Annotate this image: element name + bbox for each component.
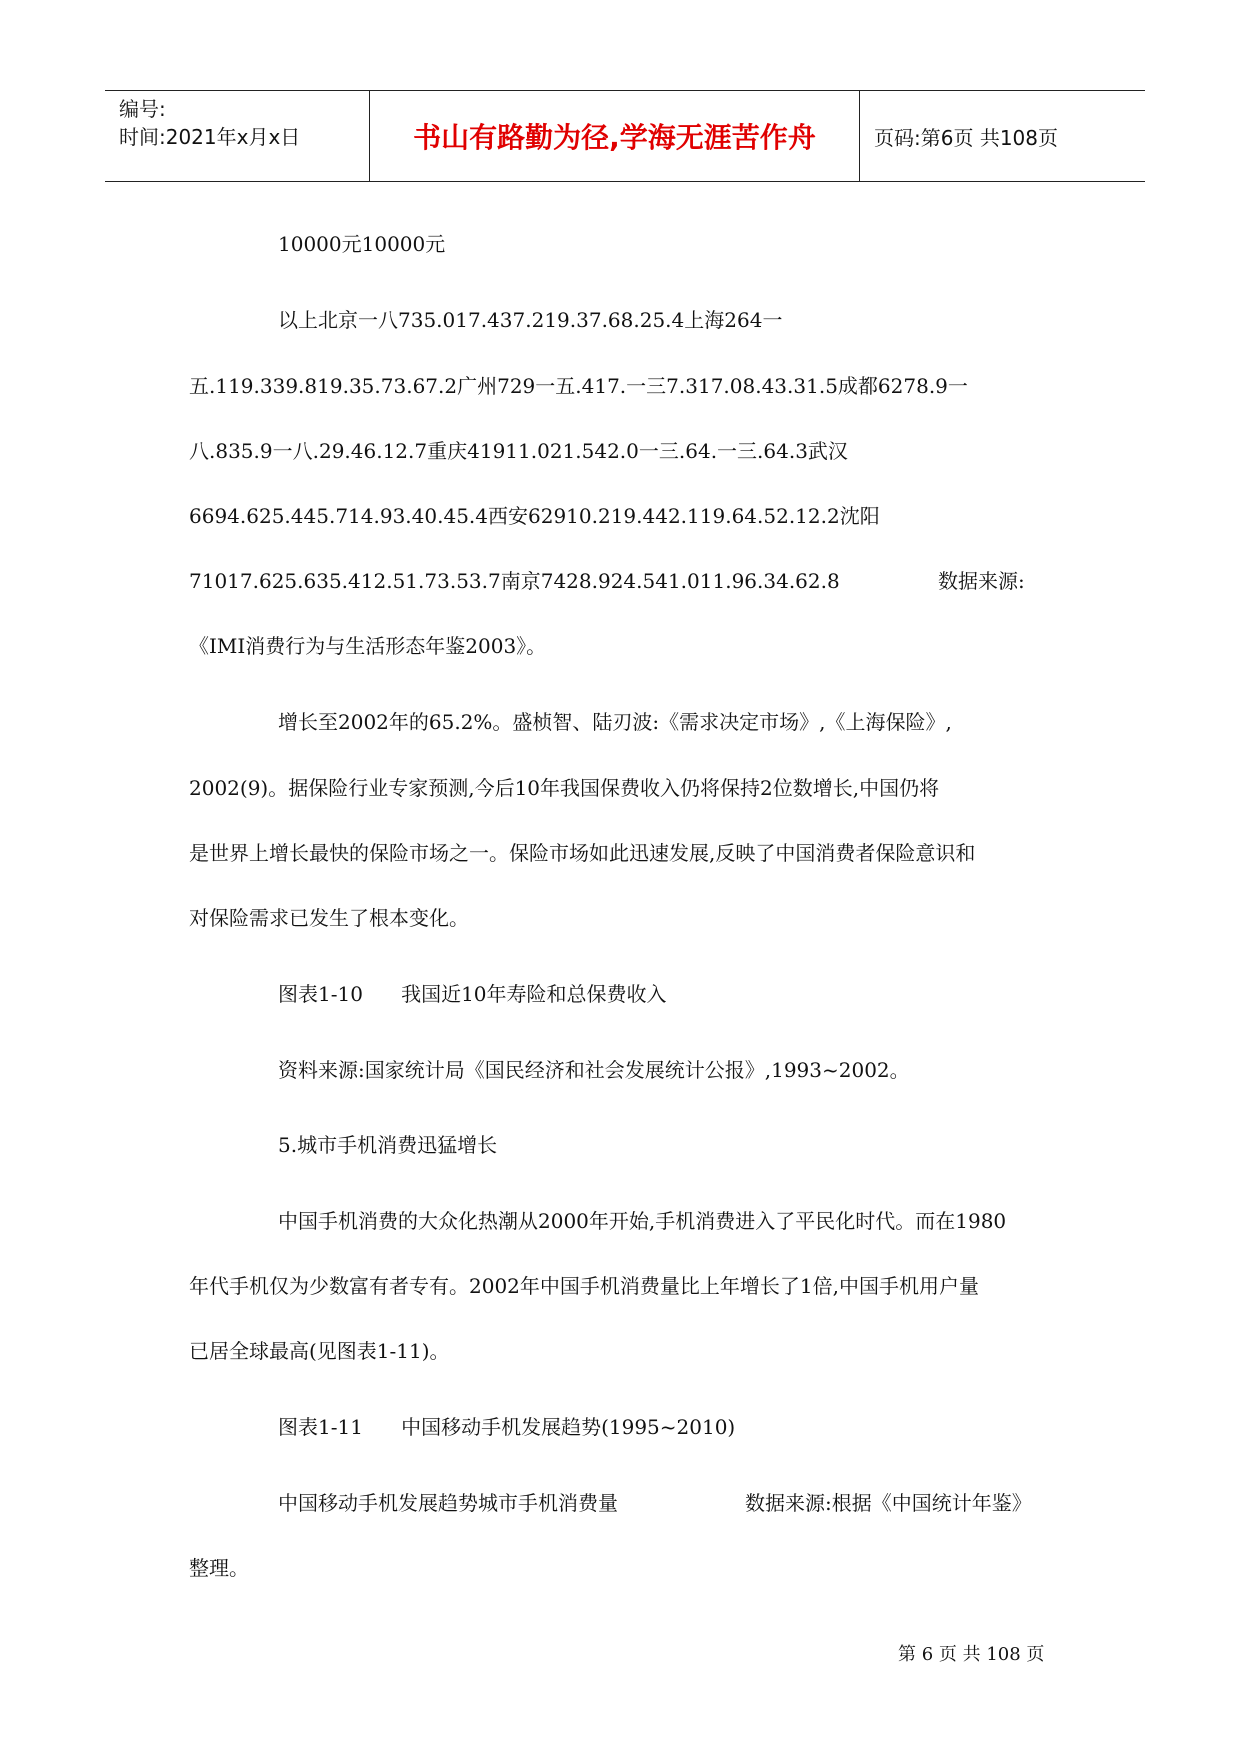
body-line: 中国手机消费的大众化热潮从2000年开始,手机消费进入了平民化时代。而在1980 (278, 1209, 1007, 1233)
body-line: 以上北京一八735.017.437.219.37.68.25.4上海264一 (278, 308, 783, 332)
body-line: 对保险需求已发生了根本变化。 (189, 906, 469, 930)
document-time-label: 时间:2021年x月x日 (119, 125, 301, 149)
header-left-cell (105, 91, 370, 181)
body-line: 《IMI消费行为与生活形态年鉴2003》。 (189, 634, 547, 658)
body-line: 71017.625.635.412.51.73.53.7南京7428.924.541.011.96.34.62.8 (189, 569, 840, 593)
body-line: 图表1-11 中国移动手机发展趋势(1995~2010) (278, 1415, 736, 1439)
body-line: 已居全球最高(见图表1-11)。 (189, 1339, 450, 1363)
body-line: 10000元10000元 (278, 232, 446, 256)
body-line: 中国移动手机发展趋势城市手机消费量 (278, 1491, 618, 1515)
body-line: 资料来源:国家统计局《国民经济和社会发展统计公报》,1993~2002。 (278, 1058, 910, 1082)
body-line: 数据来源:根据《中国统计年鉴》 (745, 1491, 1032, 1515)
body-line: 数据来源: (938, 569, 1025, 593)
body-line: 6694.625.445.714.93.40.45.4西安62910.219.442.119.64.52.12.2沈阳 (189, 504, 880, 528)
page-header (105, 90, 1145, 182)
header-page-info: 页码:第6页 共108页 (874, 125, 1058, 150)
body-line: 五.119.339.819.35.73.67.2广州729一五.417.一三7.317.08.43.31.5成都6278.9一 (189, 374, 968, 398)
header-slogan: 书山有路勤为径,学海无涯苦作舟 (370, 91, 860, 181)
body-line: 是世界上增长最快的保险市场之一。保险市场如此迅速发展,反映了中国消费者保险意识和 (189, 841, 976, 865)
document-code-label: 编号: (119, 97, 166, 121)
page-footer: 第 6 页 共 108 页 (898, 1644, 1045, 1665)
body-line: 年代手机仅为少数富有者专有。2002年中国手机消费量比上年增长了1倍,中国手机用户量 (189, 1274, 979, 1298)
body-line: 八.835.9一八.29.46.12.7重庆41911.021.542.0一三.64.一三.64.3武汉 (189, 439, 848, 463)
body-line: 5.城市手机消费迅猛增长 (278, 1133, 498, 1157)
body-line: 整理。 (189, 1556, 249, 1580)
body-line: 增长至2002年的65.2%。盛桢智、陆刃波:《需求决定市场》,《上海保险》, (278, 710, 952, 734)
body-line: 2002(9)。据保险行业专家预测,今后10年我国保费收入仍将保持2位数增长,中国仍将 (189, 776, 940, 800)
body-line: 图表1-10 我国近10年寿险和总保费收入 (278, 982, 667, 1006)
